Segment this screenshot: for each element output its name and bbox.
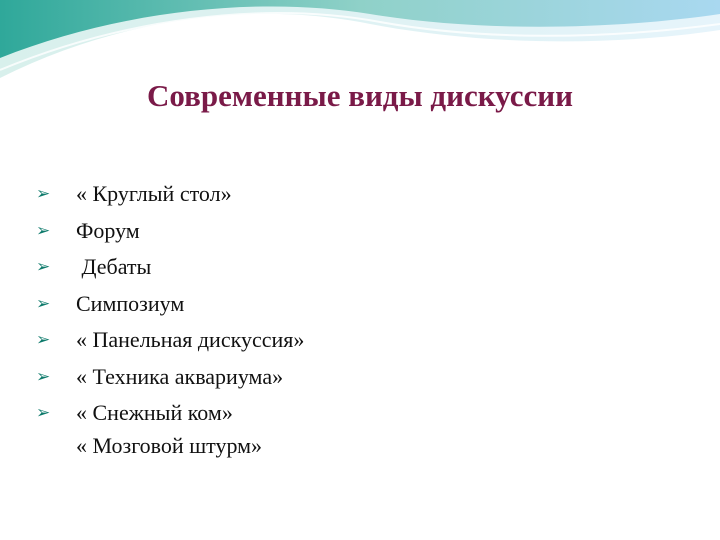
header-wave-decoration xyxy=(0,0,720,90)
arrowhead-bullet-icon: ➢ xyxy=(36,330,51,350)
list-item-text: « Техника аквариума» xyxy=(76,363,284,389)
list-item-text: « Панельная дискуссия» xyxy=(76,327,305,352)
list-item-text: Дебаты xyxy=(76,254,152,279)
list-item-continuation: « Мозговой штурм» xyxy=(76,433,263,458)
slide-title: Современные виды дискуссии xyxy=(147,78,573,113)
list-item-text: « Снежный ком» xyxy=(76,400,233,425)
arrowhead-bullet-icon: ➢ xyxy=(36,220,51,241)
list-item-text: « Круглый стол» xyxy=(76,181,232,206)
list-item-text: Симпозиум xyxy=(76,290,185,316)
arrowhead-bullet-icon: ➢ xyxy=(36,366,51,387)
arrowhead-bullet-icon: ➢ xyxy=(36,293,51,314)
list-item-text: Форум xyxy=(76,217,140,243)
arrowhead-bullet-icon: ➢ xyxy=(36,403,51,423)
arrowhead-bullet-icon: ➢ xyxy=(36,257,51,277)
arrowhead-bullet-icon: ➢ xyxy=(36,184,51,204)
